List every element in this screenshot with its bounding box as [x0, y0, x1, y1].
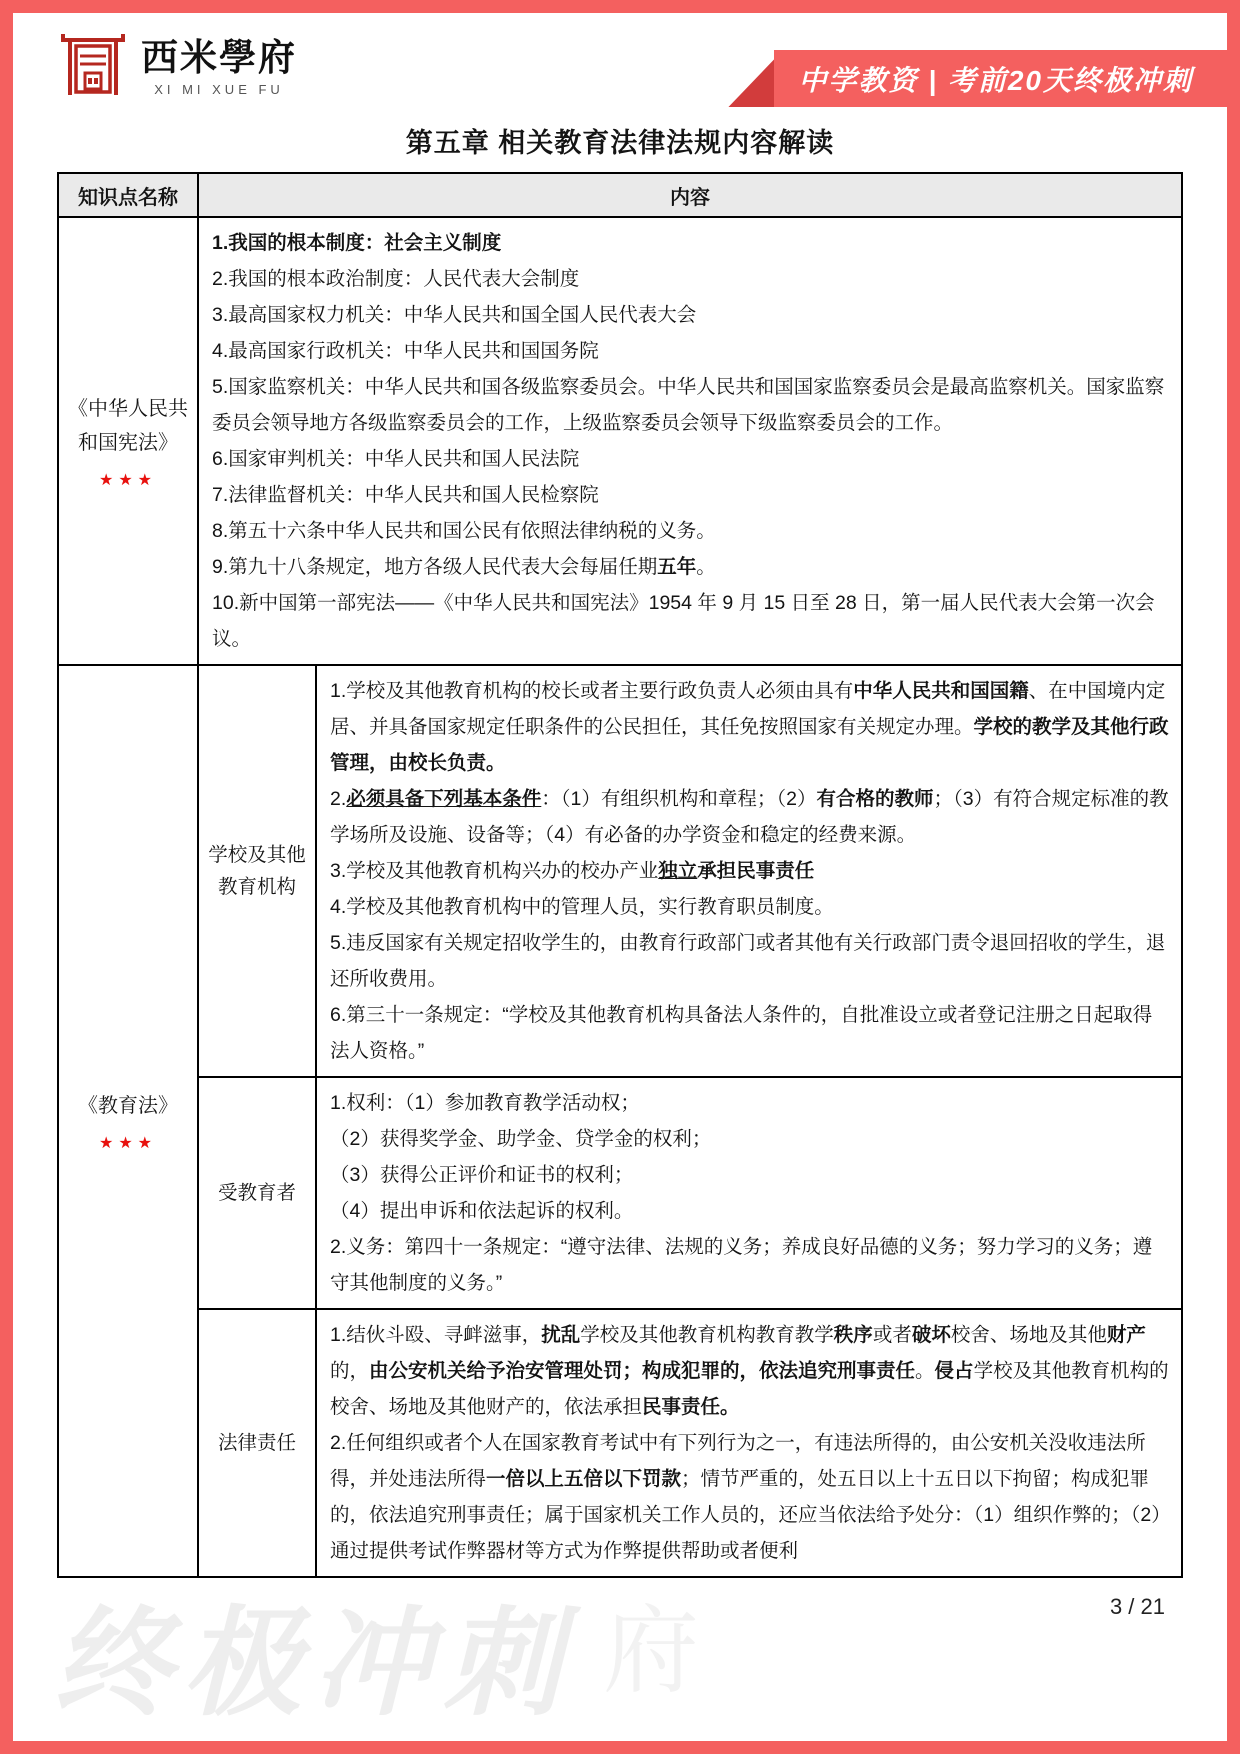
logo-text: [141, 39, 297, 97]
table-body: [58, 217, 1182, 1577]
content-line: 8.第五十六条中华人民共和国公民有依照法律纳税的义务。: [212, 520, 716, 542]
content-cell: [198, 217, 1182, 665]
logo-subtitle: XI MI XUE FU: [154, 82, 284, 97]
watermark-text: 终极冲刺: [53, 1598, 574, 1730]
column-header-content: 内容: [198, 173, 1182, 217]
table-row: [58, 217, 1182, 665]
content-line: 1.学校及其他教育机构的校长或者主要行政负责人必须由具有中华人民共和国国籍、在中国境内定居、并具备国家规定任职条件的公民担任，其任免按照国家有关规定办理。学校的教学及其他行政管理，由校长负责。: [330, 680, 1169, 774]
importance-stars: ★★★: [98, 1135, 158, 1152]
banner-text: 中学教资 | 考前20天终极冲刺: [798, 64, 1193, 96]
topic-cell: 法律责任: [198, 1309, 316, 1577]
gate-icon: [59, 29, 127, 101]
content-line: 1.权利：（1）参加教育教学活动权；: [330, 1092, 640, 1114]
banner-fold-icon: [728, 59, 774, 107]
logo: [59, 29, 297, 101]
page-title: 第五章 相关教育法律法规内容解读: [405, 128, 835, 158]
content-line: 6.国家审判机关：中华人民共和国人民法院: [212, 448, 580, 470]
content-cell: [316, 1309, 1182, 1577]
knowledge-point-cell: [58, 665, 198, 1577]
content-line: （2）获得奖学金、助学金、贷学金的权利；: [330, 1128, 712, 1150]
content-line: 1.结伙斗殴、寻衅滋事，扰乱学校及其他教育机构教育教学秩序或者破坏校舍、场地及其他财产的，由公安机关给予治安管理处罚；构成犯罪的，依法追究刑事责任。侵占学校及其他教育机构的校舍、场地及其他财产的，依法承担民事责任。: [330, 1324, 1169, 1418]
law-name: 《教育法》: [78, 1095, 178, 1117]
knowledge-table: [57, 172, 1183, 1578]
content-line: 4.最高国家行政机关：中华人民共和国国务院: [212, 340, 599, 362]
content-line: 5.国家监察机关：中华人民共和国各级监察委员会。中华人民共和国国家监察委员会是最高监察机关。国家监察委员会领导地方各级监察委员会的工作，上级监察委员会领导下级监察委员会的工作。: [212, 376, 1165, 434]
content-cell: [316, 1077, 1182, 1309]
logo-title: 西米學府: [141, 38, 297, 79]
content-line: 2.任何组织或者个人在国家教育考试中有下列行为之一，有违法所得的，由公安机关没收违法所得，并处违法所得一倍以上五倍以下罚款；情节严重的，处五日以上十五日以下拘留；构成犯罪的，依法追究刑事责任；属于国家机关工作人员的，还应当依法给予处分：（1）组织作弊的；（2）通过提供考试作弊器材等方式为作弊提供帮助或者便利: [330, 1432, 1161, 1562]
law-name: 《中华人民共和国宪法》: [68, 398, 188, 454]
content-line: （3）获得公正评价和证书的权利；: [330, 1164, 634, 1186]
table-row: [58, 1077, 1182, 1309]
content-cell: [316, 665, 1182, 1077]
importance-stars: ★★★: [98, 472, 158, 489]
content-line: 1.我国的根本制度：社会主义制度: [212, 232, 502, 254]
content-line: 5.违反国家有关规定招收学生的，由教育行政部门或者其他有关行政部门责令退回招收的学生，退还所收费用。: [330, 932, 1166, 990]
column-header-knowledge-point: 知识点名称: [58, 173, 198, 217]
content-line: 2.义务：第四十一条规定：“遵守法律、法规的义务；养成良好品德的义务；努力学习的义务；遵守其他制度的义务。”: [330, 1236, 1153, 1294]
table-row: [58, 1309, 1182, 1577]
content-line: 10.新中国第一部宪法——《中华人民共和国宪法》1954 年 9 月 15 日至 28 日，第一届人民代表大会第一次会议。: [212, 592, 1155, 650]
watermark-seal-icon: 府: [603, 1598, 700, 1705]
topic-cell: 学校及其他教育机构: [198, 665, 316, 1077]
topic-cell: 受教育者: [198, 1077, 316, 1309]
knowledge-point-cell: [58, 217, 198, 665]
content-line: 7.法律监督机关：中华人民共和国人民检察院: [212, 484, 599, 506]
content-line: 2.我国的根本政治制度：人民代表大会制度: [212, 268, 580, 290]
table-header-row: [58, 173, 1182, 217]
table-row: [58, 665, 1182, 1077]
page-number: 3 / 21: [1109, 1594, 1165, 1619]
header: [13, 13, 1227, 113]
content-line: 3.学校及其他教育机构兴办的校办产业独立承担民事责任: [330, 860, 815, 882]
content-line: 2.必须具备下列基本条件：（1）有组织机构和章程；（2）有合格的教师；（3）有符合规定标准的教学场所及设施、设备等；（4）有必备的办学资金和稳定的经费来源。: [330, 788, 1169, 846]
content-line: 3.最高国家权力机关：中华人民共和国全国人民代表大会: [212, 304, 697, 326]
footer: [13, 1594, 1227, 1620]
content-line: 4.学校及其他教育机构中的管理人员，实行教育职员制度。: [330, 896, 834, 918]
content-line: 9.第九十八条规定，地方各级人民代表大会每届任期五年。: [212, 556, 716, 578]
content-line: 6.第三十一条规定：“学校及其他教育机构具备法人条件的，自批准设立或者登记注册之日起取得法人资格。”: [330, 1004, 1153, 1062]
course-banner: [774, 50, 1227, 107]
content-line: （4）提出申诉和依法起诉的权利。: [330, 1200, 634, 1222]
